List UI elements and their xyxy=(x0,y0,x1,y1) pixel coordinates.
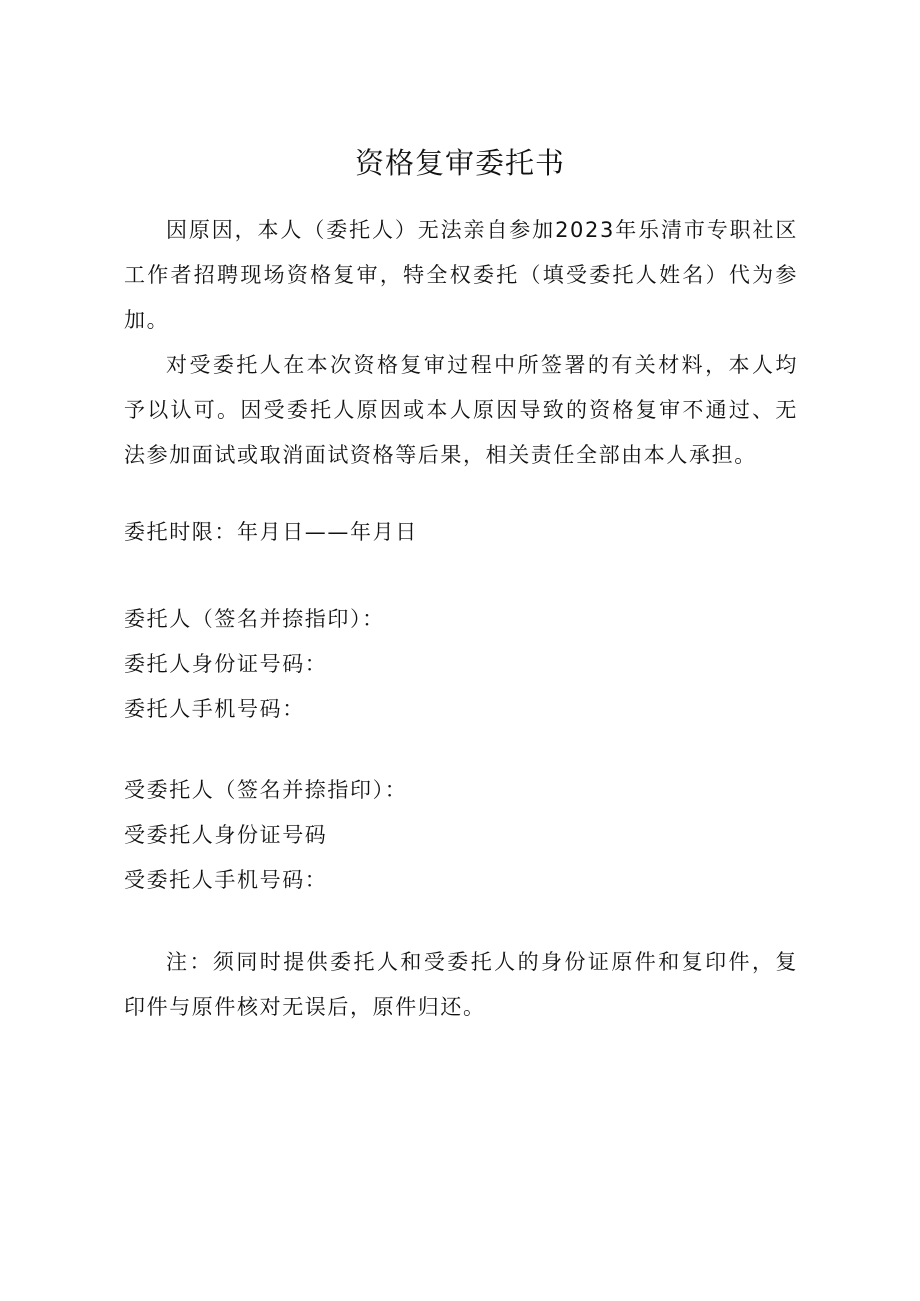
paragraph-text: 因原因，本人（委托人）无法亲自参加2023年乐清市专职社区工作者招聘现场资格复审，特全权委托（填受委托人姓名）代为参加。 xyxy=(124,218,798,332)
principal-phone-label: 委托人手机号码： xyxy=(124,697,305,721)
note-text: 注：须同时提供委托人和受委托人的身份证原件和复印件，复印件与原件核对无误后，原件归还。 xyxy=(124,950,798,1019)
paragraph-acknowledgement xyxy=(124,343,798,478)
document-title: 资格复审委托书 xyxy=(354,146,565,180)
principal-signature-label: 委托人（签名并捺指印）： xyxy=(124,607,385,631)
agent-phone-label: 受委托人手机号码： xyxy=(124,868,328,892)
paragraph-delegation xyxy=(124,208,798,343)
agent-id-label: 受委托人身份证号码 xyxy=(124,823,328,847)
agent-signature-label: 受委托人（签名并捺指印）： xyxy=(124,778,408,802)
delegation-term xyxy=(124,510,798,555)
note-section xyxy=(124,940,798,1030)
principal-info xyxy=(124,597,798,732)
paragraph-text: 对受委托人在本次资格复审过程中所签署的有关材料，本人均予以认可。因受委托人原因或本人原因导致的资格复审不通过、无法参加面试或取消面试资格等后果，相关责任全部由本人承担。 xyxy=(124,353,798,467)
agent-info xyxy=(124,768,798,903)
delegation-term-text: 委托时限：年月日——年月日 xyxy=(124,520,418,544)
principal-id-label: 委托人身份证号码： xyxy=(124,652,328,676)
